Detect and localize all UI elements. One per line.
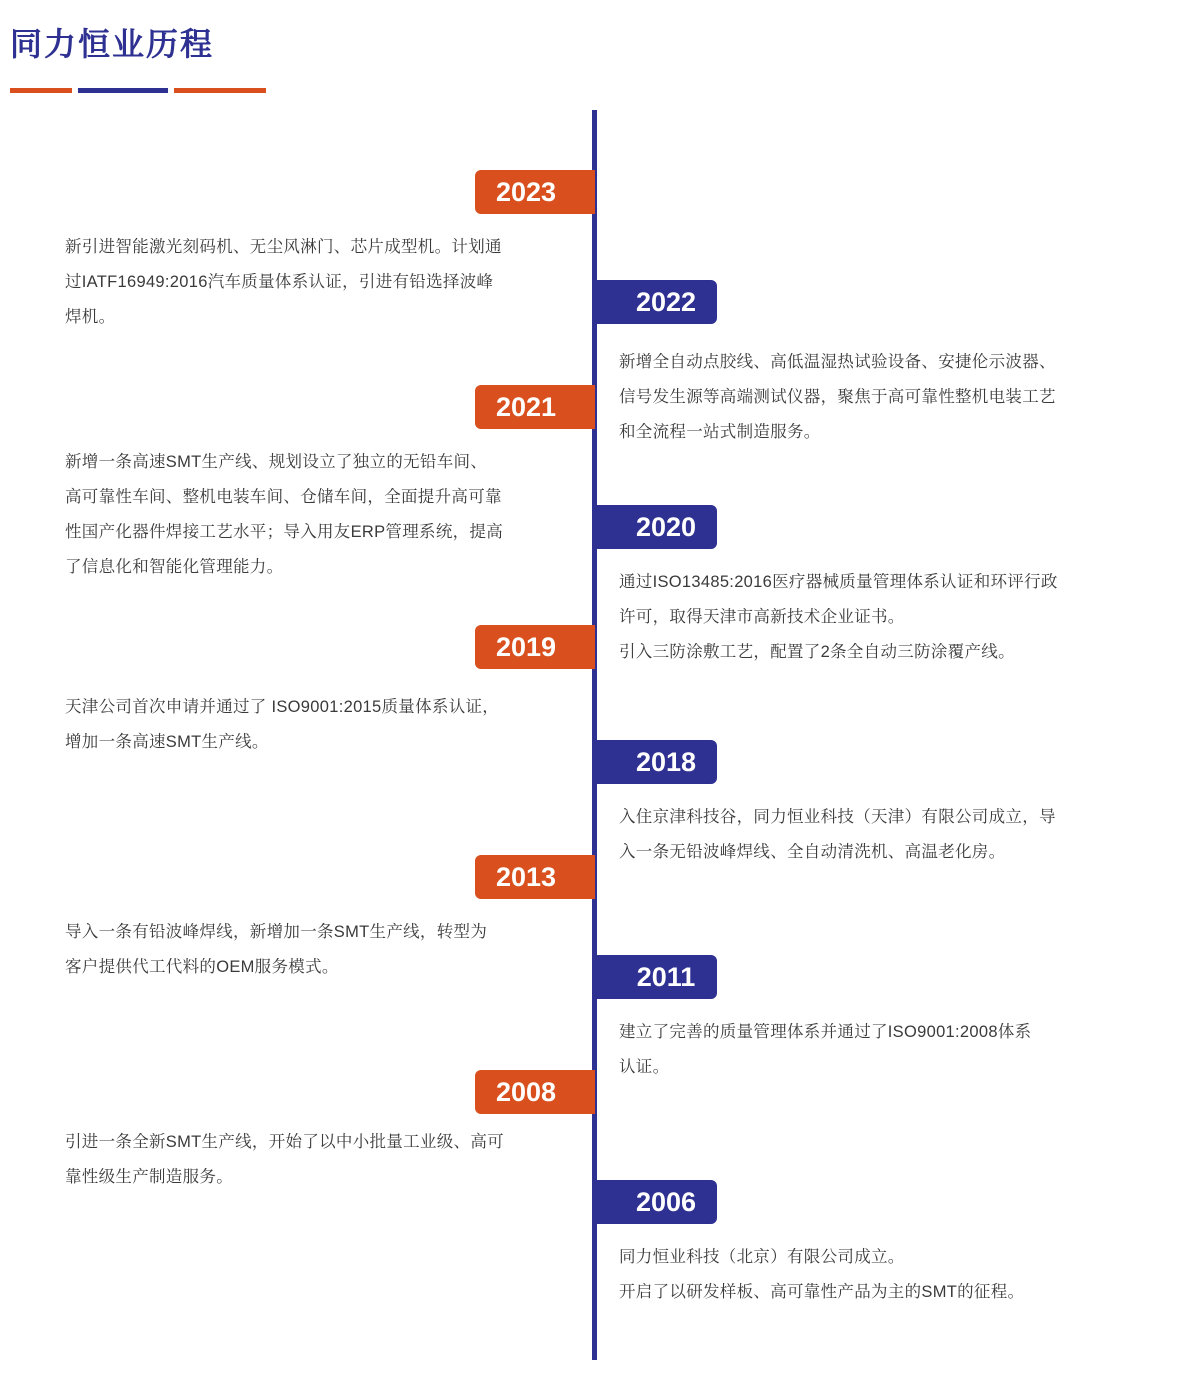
timeline-description-line: 导入一条有铅波峰焊线，新增加一条SMT生产线，转型为	[65, 923, 488, 941]
timeline-description-line: 了信息化和智能化管理能力。	[65, 558, 284, 576]
timeline-description-line: 许可，取得天津市高新技术企业证书。	[619, 608, 905, 626]
timeline-description-2023	[65, 230, 577, 335]
timeline-description-line: 高可靠性车间、整机电装车间、仓储车间，全面提升高可靠	[65, 488, 502, 506]
timeline-description-line: 引入三防涂敷工艺，配置了2条全自动三防涂覆产线。	[619, 643, 1015, 661]
timeline-description-2006	[619, 1240, 1179, 1310]
page-header	[0, 22, 1200, 102]
timeline-year-2018[interactable]: 2018	[597, 740, 717, 784]
timeline-description-2018	[619, 800, 1179, 870]
header-rule-orange-left	[10, 88, 72, 93]
timeline	[0, 110, 1200, 1360]
timeline-year-2022[interactable]: 2022	[597, 280, 717, 324]
page-title: 同力恒业历程	[10, 26, 215, 62]
timeline-description-line: 焊机。	[65, 308, 116, 326]
timeline-description-line: 天津公司首次申请并通过了 ISO9001:2015质量体系认证，	[65, 698, 500, 716]
timeline-year-2019[interactable]: 2019	[475, 625, 595, 669]
timeline-description-2013	[65, 915, 577, 985]
timeline-year-2006[interactable]: 2006	[597, 1180, 717, 1224]
timeline-year-2013[interactable]: 2013	[475, 855, 595, 899]
timeline-description-line: 新引进智能激光刻码机、无尘风淋门、芯片成型机。计划通	[65, 238, 502, 256]
timeline-description-line: 靠性级生产制造服务。	[65, 1168, 233, 1186]
timeline-description-line: 信号发生源等高端测试仪器，聚焦于高可靠性整机电装工艺	[619, 388, 1056, 406]
timeline-description-line: 性国产化器件焊接工艺水平；导入用友ERP管理系统，提高	[65, 523, 504, 541]
header-rule-orange-right	[174, 88, 266, 93]
timeline-description-line: 入住京津科技谷，同力恒业科技（天津）有限公司成立，导	[619, 808, 1056, 826]
timeline-year-2023[interactable]: 2023	[475, 170, 595, 214]
timeline-description-2022	[619, 345, 1179, 450]
timeline-description-2011	[619, 1015, 1179, 1085]
timeline-description-2020	[619, 565, 1179, 670]
timeline-description-line: 开启了以研发样板、高可靠性产品为主的SMT的征程。	[619, 1283, 1025, 1301]
timeline-description-2019	[65, 690, 577, 760]
timeline-description-line: 和全流程一站式制造服务。	[619, 423, 821, 441]
timeline-description-line: 认证。	[619, 1058, 670, 1076]
timeline-description-line: 入一条无铅波峰焊线、全自动清洗机、高温老化房。	[619, 843, 1006, 861]
timeline-year-2011[interactable]: 2011	[597, 955, 717, 999]
timeline-description-2008	[65, 1125, 577, 1195]
timeline-description-line: 新增全自动点胶线、高低温湿热试验设备、安捷伦示波器、	[619, 353, 1056, 371]
timeline-description-line: 增加一条高速SMT生产线。	[65, 733, 269, 751]
timeline-description-line: 新增一条高速SMT生产线、规划设立了独立的无铅车间、	[65, 453, 488, 471]
timeline-description-line: 通过ISO13485:2016医疗器械质量管理体系认证和环评行政	[619, 573, 1058, 591]
timeline-year-2020[interactable]: 2020	[597, 505, 717, 549]
timeline-description-2021	[65, 445, 577, 585]
timeline-description-line: 建立了完善的质量管理体系并通过了ISO9001:2008体系	[619, 1023, 1032, 1041]
timeline-description-line: 同力恒业科技（北京）有限公司成立。	[619, 1248, 905, 1266]
timeline-description-line: 客户提供代工代料的OEM服务模式。	[65, 958, 339, 976]
header-rule-blue	[78, 88, 168, 93]
timeline-description-line: 过IATF16949:2016汽车质量体系认证，引进有铅选择波峰	[65, 273, 494, 291]
timeline-year-2021[interactable]: 2021	[475, 385, 595, 429]
timeline-description-line: 引进一条全新SMT生产线，开始了以中小批量工业级、高可	[65, 1133, 504, 1151]
timeline-year-2008[interactable]: 2008	[475, 1070, 595, 1114]
